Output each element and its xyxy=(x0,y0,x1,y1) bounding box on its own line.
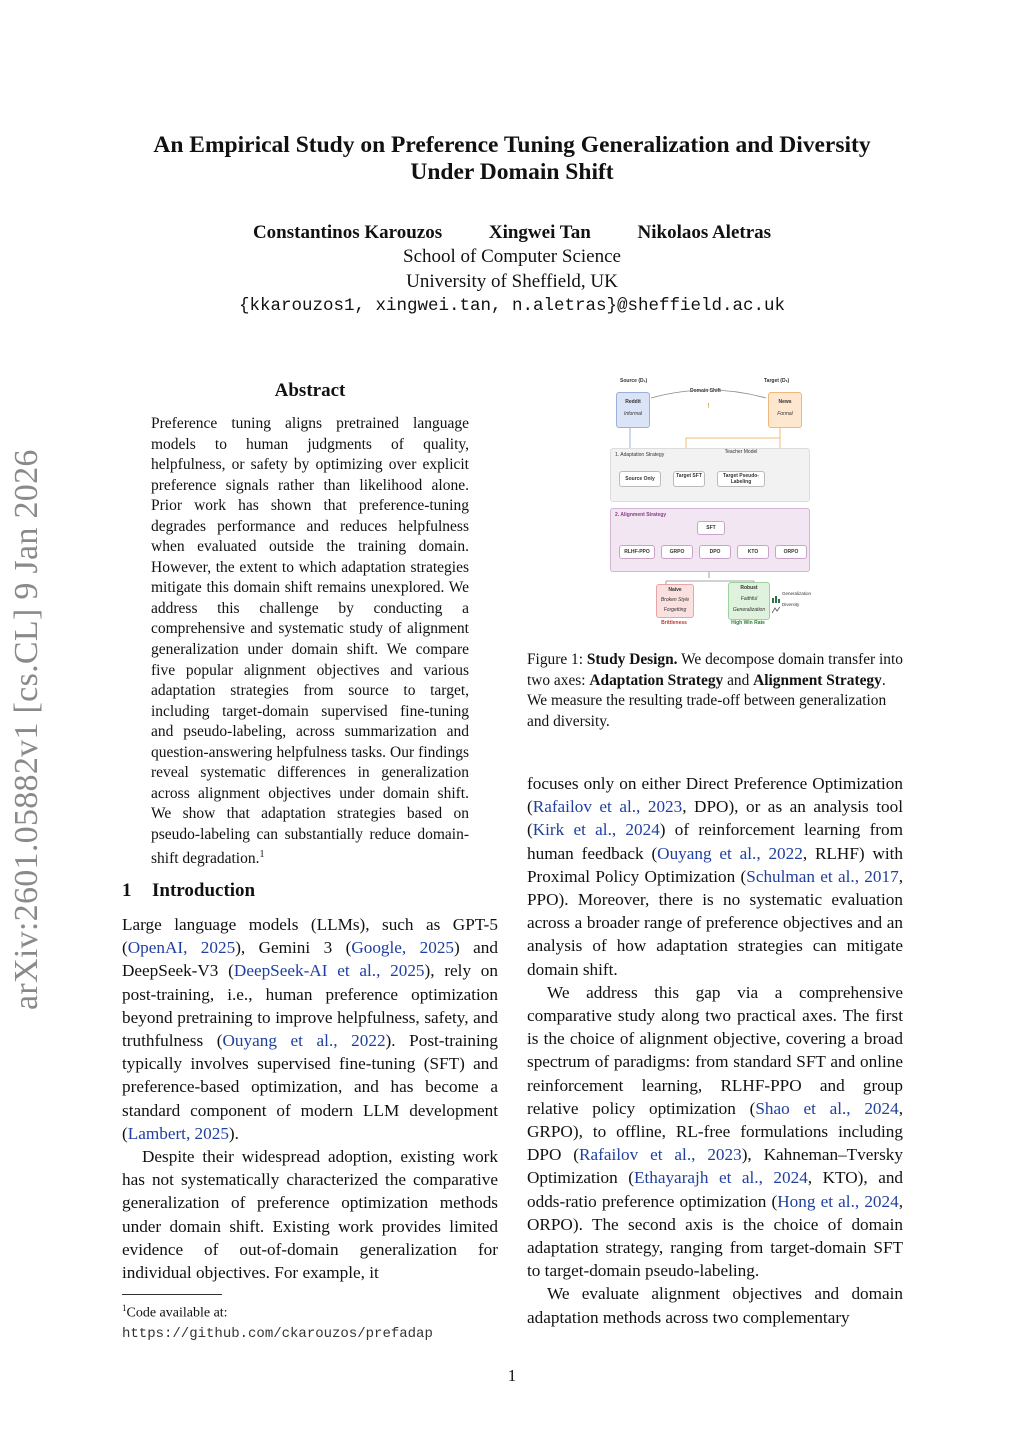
section-heading-introduction xyxy=(122,880,255,902)
target-pseudo-labeling-label: Target Pseudo-Labeling xyxy=(722,473,760,485)
caption-text: and xyxy=(723,671,754,689)
text-run: , DPO), or as an analysis tool ( xyxy=(527,797,904,840)
method-box-grpo xyxy=(661,545,693,559)
citation-link[interactable]: OpenAI, 2025 xyxy=(127,938,236,958)
paragraph xyxy=(527,981,903,1283)
caption-text: . We measure the resulting trade-off between generalization and diversity. xyxy=(527,671,887,730)
bar-chart-icon xyxy=(772,590,780,598)
affiliation-university: University of Sheffield, UK xyxy=(406,271,618,292)
robust-outcome-box xyxy=(728,582,770,620)
teacher-model-label: Teacher Model xyxy=(724,449,758,455)
high-win-rate-label: High Win Rate xyxy=(731,620,765,626)
text-run: Large language models (LLMs), such as GPT-5 ( xyxy=(122,915,498,958)
target-sft-label: Target SFT xyxy=(676,473,702,479)
target-sft-box xyxy=(673,471,705,487)
svg-text:!: ! xyxy=(707,402,710,410)
faithful-label: Faithful xyxy=(740,596,758,602)
text-run: We evaluate alignment objectives and domain adaptation methods across two complementary xyxy=(527,1284,903,1327)
citation-link[interactable]: Shao et al., 2024 xyxy=(755,1098,899,1118)
citation-link[interactable]: Ouyang et al., 2022 xyxy=(222,1031,386,1051)
author-name: Constantinos Karouzos xyxy=(252,222,443,243)
citation-link[interactable]: Schulman et al., 2017 xyxy=(746,866,899,886)
footnote-rule xyxy=(122,1294,222,1295)
study-design-figure xyxy=(606,376,812,634)
domain-shift-label: Domain Shift xyxy=(690,388,721,394)
abstract-heading: Abstract xyxy=(274,380,346,401)
method-label: ORPO xyxy=(783,549,799,555)
formal-label: Formal xyxy=(777,411,793,417)
text-run: ), Kahneman–Tversky Optimization ( xyxy=(527,1145,903,1188)
text-run: ), rely on post-training, i.e., human preference optimization beyond pretraining to improve helpfulness, safety, and truthfulness ( xyxy=(122,961,498,1051)
target-domain-label: Target (Dₜ) xyxy=(764,378,790,384)
robust-label: Robust xyxy=(740,585,758,591)
citation-link[interactable]: Ethayarajh et al., 2024 xyxy=(633,1168,808,1188)
method-box-dpo xyxy=(699,545,731,559)
footnote-text: Code available at: xyxy=(126,1305,228,1321)
paragraph xyxy=(527,1282,903,1328)
citation-link[interactable]: DeepSeek-AI et al., 2025 xyxy=(233,961,425,981)
footnote xyxy=(122,1298,498,1344)
author-list xyxy=(0,222,1024,244)
naive-label: Naive xyxy=(668,587,682,593)
arxiv-stamp: arXiv:2601.05882v1 [cs.CL] 9 Jan 2026 xyxy=(8,449,45,1010)
method-box-rlhf-ppo xyxy=(619,545,655,559)
adaptation-strategy-panel xyxy=(610,448,810,502)
text-run: , GRPO), to offline, RL-free formulations including DPO ( xyxy=(527,1098,904,1165)
abstract-body xyxy=(151,414,469,870)
text-run: , KTO), and odds-ratio preference optimization ( xyxy=(527,1168,904,1211)
citation-link[interactable]: Kirk et al., 2024 xyxy=(532,820,660,840)
code-url-link[interactable]: https://github.com/ckarouzos/prefadap xyxy=(122,1325,433,1342)
forgetting-label: Forgetting xyxy=(663,607,687,613)
reddit-label: Reddit xyxy=(625,399,641,405)
method-box-orpo xyxy=(775,545,807,559)
text-run: We address this gap via a comprehensive comparative study along two practical axes. The first is the choice of alignment objective, covering a broad spectrum of paradigms: from standard SFT and online reinforcement learning, RLHF-PPO and group relative policy optimization ( xyxy=(527,982,903,1118)
section-title: Introduction xyxy=(152,880,256,901)
news-label: News xyxy=(778,399,792,405)
abstract-text: Preference tuning aligns pretrained language models to human judgments of quality, helpfulness, or safety by optimizing over explicit preference signals rather than likelihood alone. Prior work has shown that preference-tuning degrades performance and reduces helpfulness when evaluated outside the training domain. However, the extent to which adaptation strategies mitigate this domain shift remains unexplored. We address this challenge by conducting a comprehensive and systematic study of alignment generalization under domain shift. We compare five popular alignment objectives and various adaptation strategies from source to target, including target-domain supervised fine-tuning and pseudo-labeling, across summarization and question-answering helpfulness tasks. Our findings reveal systematic differences in generalization across alignment objectives under domain shift. We show that adaptation strategies based on pseudo-labeling can substantially reduce domain-shift degradation. xyxy=(151,415,469,868)
target-pseudo-labeling-box xyxy=(717,471,765,487)
text-run: ), Gemini 3 ( xyxy=(235,938,352,958)
generalization-label: Generalization xyxy=(732,607,766,613)
citation-link[interactable]: Google, 2025 xyxy=(351,938,455,958)
text-run: ) of reinforcement learning from human feedback ( xyxy=(527,820,903,863)
method-box-kto xyxy=(737,545,769,559)
naive-outcome-box xyxy=(656,584,694,618)
method-label: RLHF-PPO xyxy=(624,549,650,555)
legend-diversity: Diversity xyxy=(782,602,800,607)
paragraph xyxy=(122,913,498,1145)
method-label: KTO xyxy=(747,549,759,555)
caption-term: Adaptation Strategy xyxy=(589,671,724,689)
section-number: 1 xyxy=(122,880,132,901)
text-run: ). Post-training typically involves supervised fine-tuning (SFT) and preference-based optimization, and has become a standard component of modern LLM development ( xyxy=(122,1031,498,1143)
text-run: , PPO). Moreover, there is no systematic evaluation across a broader range of preference objectives and an analysis of how adaptation strategies can mitigate domain shift. xyxy=(527,866,903,979)
caption-text: We decompose domain transfer into two axes: xyxy=(527,651,903,689)
adaptation-strategy-label: 1. Adaptation Strategy xyxy=(615,452,665,458)
source-box xyxy=(616,392,650,428)
method-label: GRPO xyxy=(669,549,685,555)
text-run: ) and DeepSeek-V3 ( xyxy=(122,938,498,981)
brittleness-label: Brittleness xyxy=(661,620,687,626)
alignment-strategy-panel xyxy=(610,508,810,572)
source-only-label: Source Only xyxy=(625,476,655,482)
paper-title-line-1: An Empirical Study on Preference Tuning Generalization and Diversity xyxy=(153,132,871,158)
text-run: , ORPO). The second axis is the choice of domain adaptation strategy, ranging from target-domain SFT to target-domain pseudo-labeling. xyxy=(527,1191,903,1281)
source-only-box xyxy=(619,471,661,487)
paper-title-line-2: Under Domain Shift xyxy=(410,159,614,185)
author-email: {kkarouzos1, xingwei.tan, n.aletras}@sheffield.ac.uk xyxy=(238,296,786,316)
paragraph xyxy=(527,772,903,981)
alignment-strategy-label: 2. Alignment Strategy xyxy=(615,512,667,518)
legend-generalization: Generalization xyxy=(782,591,812,596)
page-number: 1 xyxy=(507,1366,517,1385)
text-run: focuses only on either Direct Preference Optimization ( xyxy=(527,774,903,817)
figure-caption xyxy=(527,650,903,732)
left-column-text xyxy=(122,913,498,1284)
citation-link[interactable]: Ouyang et al., 2022 xyxy=(657,843,803,863)
text-run: ). xyxy=(228,1123,239,1143)
affiliation-school: School of Computer Science xyxy=(403,246,621,267)
citation-link[interactable]: Rafailov et al., 2023 xyxy=(579,1145,742,1165)
text-run: Despite their widespread adoption, existing work has not systematically characterized the comparative generalization of preference optimization methods under domain shift. Existing work provides limited evidence of out-of-domain generalization for individual objectives. For example, it xyxy=(122,1147,498,1283)
informal-label: Informal xyxy=(623,411,643,417)
paragraph xyxy=(122,1145,498,1284)
method-label: DPO xyxy=(709,549,721,555)
diversity-line-icon xyxy=(772,601,780,609)
citation-link[interactable]: Lambert, 2025 xyxy=(127,1123,229,1143)
sft-label: SFT xyxy=(706,525,716,531)
author-name: Xingwei Tan xyxy=(488,222,591,243)
sft-box xyxy=(697,521,725,535)
citation-link[interactable]: Hong et al., 2024 xyxy=(777,1191,899,1211)
source-domain-label: Source (Dₛ) xyxy=(620,378,648,384)
caption-label: Figure 1: xyxy=(527,651,587,668)
caption-term: Alignment Strategy xyxy=(753,671,882,689)
author-name: Nikolaos Aletras xyxy=(637,222,772,243)
target-box xyxy=(768,392,802,428)
caption-title: Study Design. xyxy=(586,651,678,668)
citation-link[interactable]: Rafailov et al., 2023 xyxy=(532,797,683,817)
footnote-mark: 1 xyxy=(122,1303,127,1313)
paper-title xyxy=(0,132,1024,186)
footnote-mark[interactable]: 1 xyxy=(259,849,265,861)
right-column-text xyxy=(527,772,903,1329)
text-run: , RLHF) with Proximal Policy Optimization ( xyxy=(527,843,903,886)
broken-style-label: Broken Style xyxy=(660,597,690,603)
